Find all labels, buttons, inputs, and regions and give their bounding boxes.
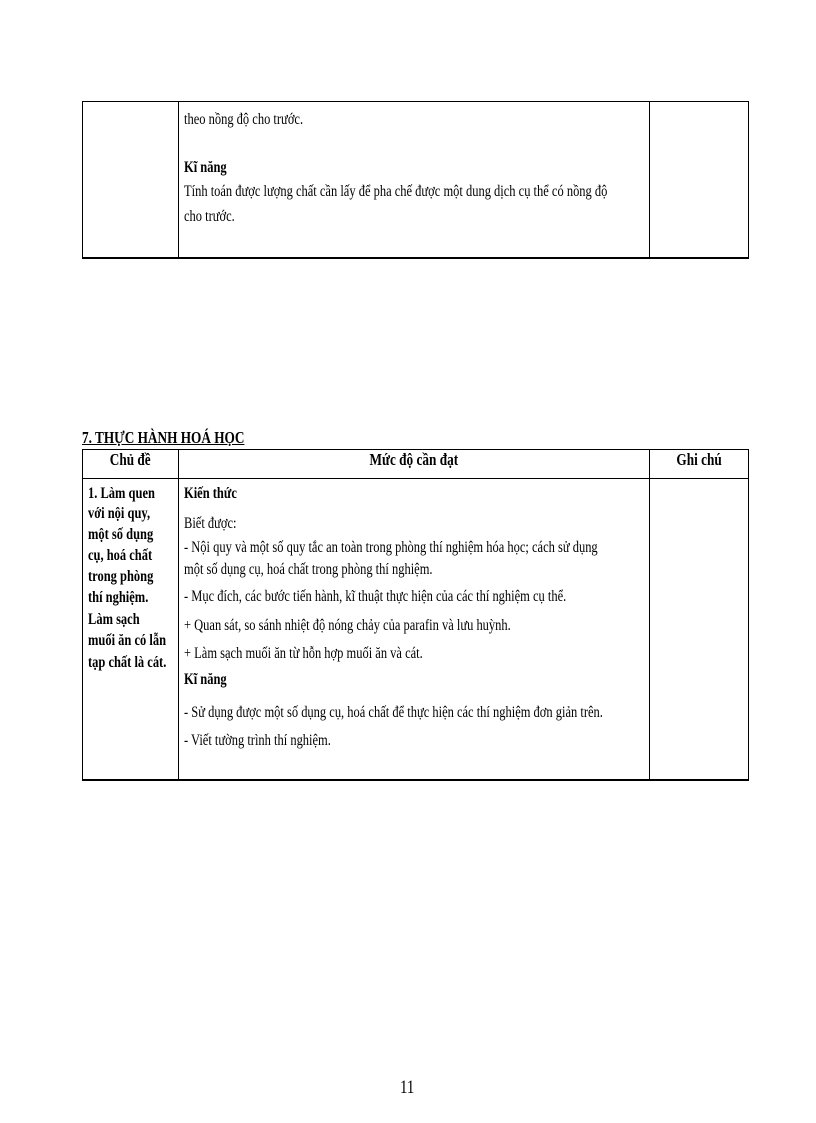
note-cell: [649, 479, 748, 781]
note-cell: [649, 102, 748, 259]
topic-line: muối ăn có lẫn: [88, 632, 167, 649]
page-number: 11: [400, 1077, 415, 1098]
continuation-table: [82, 101, 749, 259]
topic-line: với nội quy,: [88, 505, 151, 522]
table-row: [83, 479, 749, 781]
skills-heading: Kĩ năng: [184, 671, 227, 688]
text-line: + Làm sạch muối ăn từ hỗn hợp muối ăn và cát.: [184, 645, 423, 662]
topic-cell: [83, 102, 179, 259]
text-line: - Viết tường trình thí nghiệm.: [184, 732, 332, 749]
topic-line: một số dụng: [88, 526, 154, 543]
section-title: 7. THỰC HÀNH HOÁ HỌC: [82, 428, 245, 447]
text-line: một số dụng cụ, hoá chất trong phòng thí nghiệm.: [184, 561, 433, 578]
requirement-cell: [179, 102, 650, 259]
text-line: Tính toán được lượng chất cần lấy để pha chế được một dung dịch cụ thể có nồng độ: [184, 183, 608, 200]
text-line: theo nồng độ cho trước.: [184, 111, 304, 128]
knowledge-heading: Kiến thức: [184, 485, 238, 502]
text-line: + Quan sát, so sánh nhiệt độ nóng chảy của parafin và lưu huỳnh.: [184, 617, 511, 634]
practice-table: [82, 449, 749, 781]
topic-line: Làm sạch: [88, 611, 140, 628]
header-row: [83, 450, 749, 479]
header-topic: Chủ đề: [83, 450, 179, 479]
text-line: - Mục đích, các bước tiến hành, kĩ thuật thực hiện của các thí nghiệm cụ thể.: [184, 588, 567, 605]
text-line: Biết được:: [184, 515, 237, 532]
topic-line: trong phòng: [88, 568, 154, 585]
requirement-cell: [179, 479, 650, 781]
table-row: [83, 102, 749, 259]
topic-line: cụ, hoá chất: [88, 547, 153, 564]
topic-cell: [83, 479, 179, 781]
topic-line: 1. Làm quen: [88, 485, 155, 502]
skills-heading: Kĩ năng: [184, 159, 227, 176]
text-line: cho trước.: [184, 208, 235, 225]
header-note: Ghi chú: [649, 450, 748, 479]
text-line: - Sử dụng được một số dụng cụ, hoá chất để thực hiện các thí nghiệm đơn giản trên.: [184, 704, 604, 721]
header-requirement: Mức độ cần đạt: [179, 450, 650, 479]
topic-line: thí nghiệm.: [88, 589, 149, 606]
text-line: - Nội quy và một số quy tắc an toàn trong phòng thí nghiệm hóa học; cách sử dụng: [184, 539, 598, 556]
topic-line: tạp chất là cát.: [88, 654, 167, 671]
